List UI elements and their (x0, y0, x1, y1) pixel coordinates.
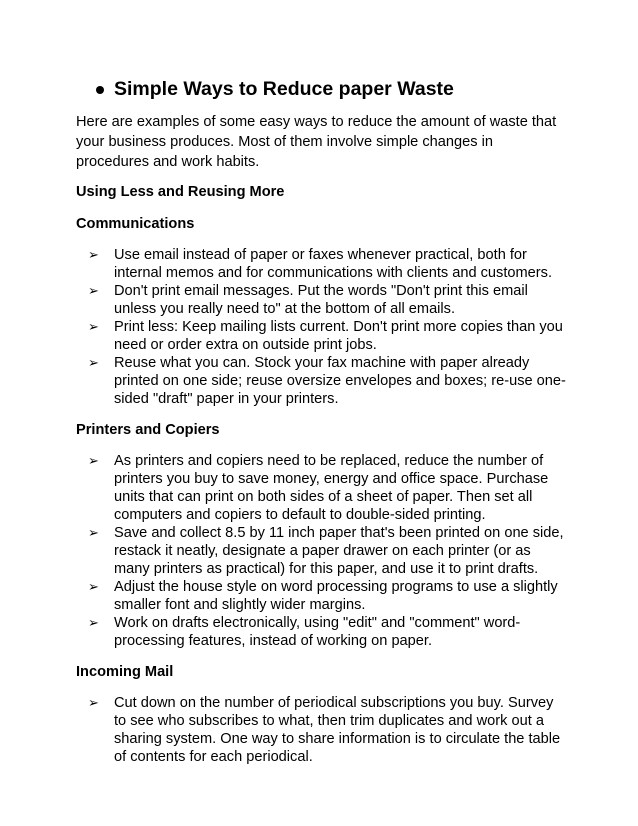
list-item-text: Reuse what you can. Stock your fax machine with paper already printed on one side; reuse oversize envelopes and boxes; re-use one-sided "draft" paper in your printers. (114, 355, 566, 407)
arrow-bullet-icon: ➢ (88, 319, 99, 334)
title-text: Simple Ways to Reduce paper Waste (114, 78, 454, 100)
list-item-text: Save and collect 8.5 by 11 inch paper that's been printed on one side, restack it neatly, designate a paper drawer on each printer (or as many printers as practical) for this paper, and use it to print drafts. (114, 525, 564, 577)
round-bullet-icon (96, 86, 104, 94)
list-item (76, 524, 566, 578)
list-item-text: Print less: Keep mailing lists current. Don't print more copies than you need or order extra on outside print jobs. (114, 319, 563, 353)
incoming-mail-heading: Incoming Mail (76, 664, 174, 680)
arrow-bullet-icon: ➢ (88, 453, 99, 468)
list-item-text: Adjust the house style on word processing programs to use a slightly smaller font and slightly wider margins. (114, 579, 558, 613)
printers-list (76, 452, 566, 650)
list-item-text: As printers and copiers need to be replaced, reduce the number of printers you buy to save money, energy and office space. Purchase units that can print on both sides of a sheet of paper. Then set all computers and copiers to default to double-sided printing. (114, 453, 549, 523)
document-title (76, 76, 566, 102)
list-item-text: Use email instead of paper or faxes whenever practical, both for internal memos and for communications with clients and customers. (114, 247, 552, 281)
arrow-bullet-icon: ➢ (88, 283, 99, 298)
list-item (76, 452, 566, 524)
list-item (76, 318, 566, 354)
arrow-bullet-icon: ➢ (88, 355, 99, 370)
list-item (76, 354, 566, 408)
section-heading: Using Less and Reusing More (76, 184, 285, 200)
list-item (76, 694, 566, 766)
document-page (76, 76, 566, 778)
communications-heading: Communications (76, 216, 195, 232)
intro-paragraph: Here are examples of some easy ways to reduce the amount of waste that your business produces. Most of them involve simple changes in procedures and work habits. (76, 114, 557, 170)
arrow-bullet-icon: ➢ (88, 525, 99, 540)
list-item (76, 282, 566, 318)
list-item (76, 246, 566, 282)
list-item (76, 614, 566, 650)
list-item-text: Don't print email messages. Put the words "Don't print this email unless you really need to" at the bottom of all emails. (114, 283, 528, 317)
arrow-bullet-icon: ➢ (88, 695, 99, 710)
incoming-mail-list (76, 694, 566, 766)
list-item-text: Cut down on the number of periodical subscriptions you buy. Survey to see who subscribes to what, then trim duplicates and work out a sharing system. One way to share information is to circulate the table of contents for each periodical. (114, 695, 561, 765)
arrow-bullet-icon: ➢ (88, 579, 99, 594)
communications-list (76, 246, 566, 408)
list-item (76, 578, 566, 614)
arrow-bullet-icon: ➢ (88, 615, 99, 630)
printers-heading: Printers and Copiers (76, 422, 220, 438)
list-item-text: Work on drafts electronically, using "edit" and "comment" word-processing features, instead of working on paper. (114, 615, 521, 649)
arrow-bullet-icon: ➢ (88, 247, 99, 262)
